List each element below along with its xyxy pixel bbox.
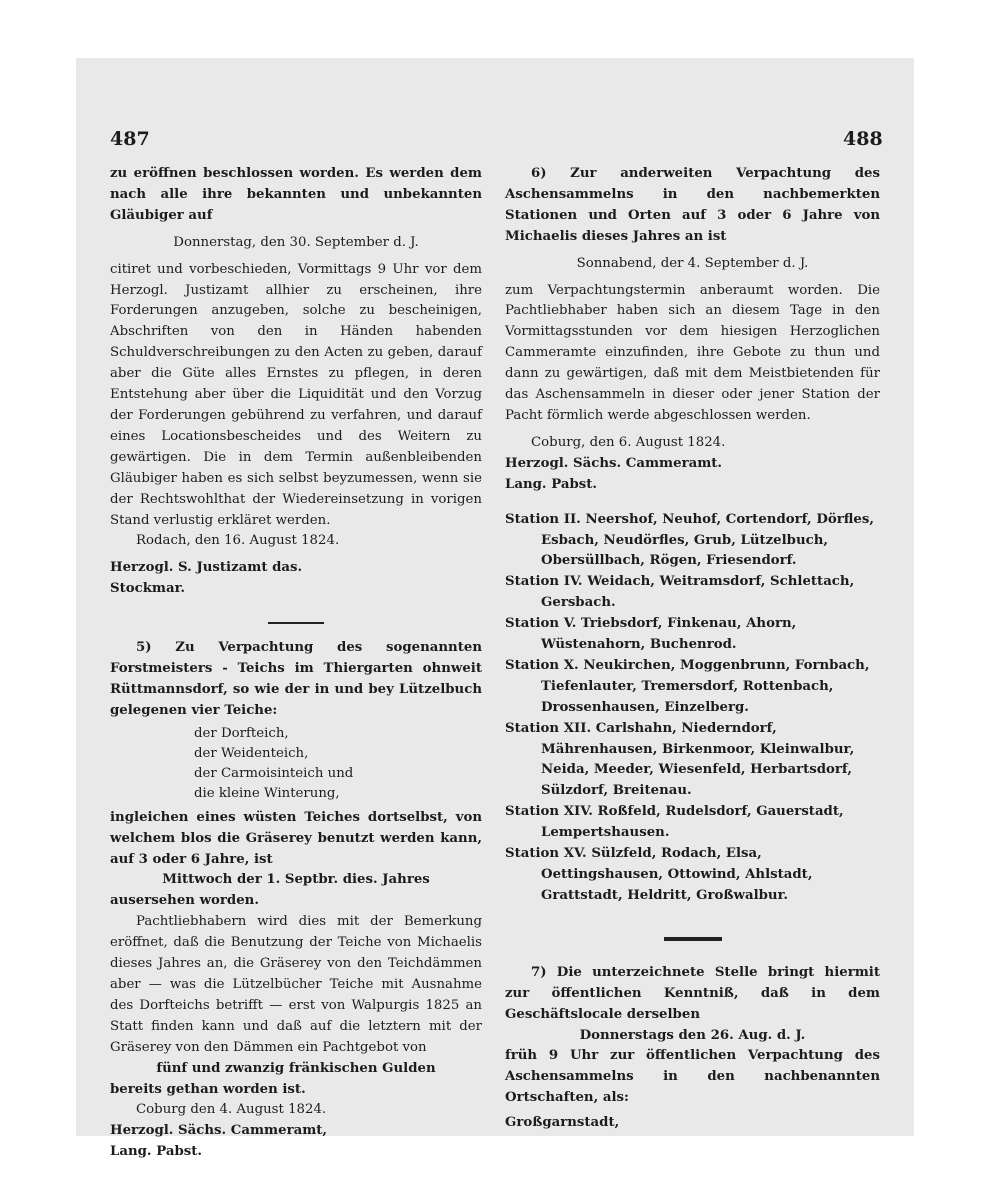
section-divider [268,622,324,624]
station-item [505,802,880,844]
left-place-date-2: Coburg den 4. August 1824. [136,1102,327,1118]
right-paragraph-4: früh 9 Uhr zur öffentlichen Verpachtung des Aschensammelns in den nachbenannten Ortschaften, als: [505,1048,880,1106]
right-paragraph-2: zum Verpachtungstermin anberaumt worden. Die Pachtliebhaber haben sich an diesem Tage in den Vormittagsstunden vor dem hiesigen Herzoglichen Cammeramte einzufinden, ihre Gebote zu thun und dann zu gewärtigen, daß mit dem Meistbietenden für das Aschensammeln in dieser oder jener Station der Pacht förmlich werde abgeschlossen werden. [505,282,880,423]
left-date-1: Donnerstag, den 30. September d. J. [173,234,419,250]
station-label: Station V. [505,616,577,632]
pond-item: die kleine Winterung, [194,785,340,801]
right-notice-7: 7) Die unterzeichnete Stelle bringt hiermit zur öffentlichen Kenntniß, daß in dem Geschäftslocale derselben [505,964,880,1022]
station-places: Neukirchen, Moggenbrunn, Fornbach, Tiefenlauter, Tremersdorf, Rottenbach, Drossenhausen, Einzelberg. [541,657,870,715]
pond-item: der Dorfteich, [194,725,289,741]
right-date-2: Donnerstags den 26. Aug. d. J. [579,1027,806,1043]
station-item [505,510,880,573]
station-places: Sülzfeld, Rodach, Elsa, Oettingshausen, Ottowind, Ahlstadt, Grattstadt, Heldritt, Großwalbur. [541,846,813,903]
station-places: Carlshahn, Niederndorf, Mährenhausen, Birkenmoor, Kleinwalbur, Neida, Meeder, Wiesenfeld, Herbartsdorf, Sülzdorf, Breitenau. [541,720,855,799]
station-item [505,844,880,907]
left-place-date-1: Rodach, den 16. August 1824. [136,533,340,549]
left-sum: fünf und zwanzig fränkischen Gulden [156,1060,436,1076]
right-column [505,164,880,1134]
left-paragraph-7: bereits gethan worden ist. [110,1081,306,1097]
station-label: Station II. [505,511,581,527]
section-divider [664,937,722,941]
right-page-number: 488 [843,128,883,150]
right-date-1: Sonnabend, der 4. September d. J. [576,255,809,271]
station-label: Station XIV. [505,804,593,820]
right-last-place: Großgarnstadt, [505,1115,620,1131]
left-signature-2-names: Lang. Pabst. [110,1144,203,1160]
station-item [505,614,880,656]
station-places: Weidach, Weitramsdorf, Schlettach, Gersbach. [541,574,855,611]
left-paragraph-5: ausersehen worden. [110,893,259,909]
station-label: Station X. [505,657,579,673]
left-date-2: Mittwoch der 1. Septbr. dies. Jahres [162,872,430,888]
station-list [505,510,880,907]
left-paragraph-2: citiret und vorbeschieden, Vormittags 9 Uhr vor dem Herzogl. Justizamt allhier zu erscheinen, ihre Forderungen anzugeben, solche zu bescheinigen, Abschriften von den in Händen habenden Schuldverschreibungen zu den Acten zu geben, darauf aber die Güte alles Ernstes zu pflegen, in deren Entstehung aber über die Liquidität und den Vorzug der Forderungen gebührend zu verfahren, und darauf eines Locationsbescheides und des Weitern zu gewärtigen. Die in dem Termin außenbleibenden Gläubiger haben es sich selbst beyzumessen, wenn sie der Rechtswohlthat der Wiedereinsetzung in vorigen Stand verlustig erkläret werden. [110,261,482,528]
left-signature-2: Herzogl. Sächs. Cammeramt, [110,1123,328,1139]
left-paragraph-4: ingleichen eines wüsten Teiches dortselbst, von welchem blos die Gräserey benutzt werden kann, auf 3 oder 6 Jahre, ist [110,809,482,867]
station-places: Triebsdorf, Finkenau, Ahorn, Wüstenahorn, Buchenrod. [541,616,797,653]
pond-item: der Weidenteich, [194,745,309,761]
right-place-date-1: Coburg, den 6. August 1824. [531,434,726,450]
left-page-number: 487 [110,128,150,150]
left-signature-1-name: Stockmar. [110,581,186,597]
left-paragraph-6: Pachtliebhabern wird dies mit der Bemerkung eröffnet, daß die Benutzung der Teiche von Michaelis dieses Jahres an, die Gräserey von den Teichdämmen aber — was die Lützelbücher Teiche mit Ausnahme des Dorfteichs betrifft — erst von Walpurgis 1825 an Statt finden kann und daß auf die letztern mit der Gräserey von den Dämmen ein Pachtgebot von [110,914,482,1055]
right-signature-1: Herzogl. Sächs. Cammeramt. [505,455,723,471]
left-signature-1: Herzogl. S. Justizamt das. [110,560,303,576]
station-item [505,719,880,803]
right-notice-6: 6) Zur anderweiten Verpachtung des Aschensammelns in den nachbemerkten Stationen und Orten auf 3 oder 6 Jahre von Michaelis dieses Jahres an ist [505,166,880,244]
left-paragraph-1: zu eröffnen beschlossen worden. Es werden dem nach alle ihre bekannten und unbekannten Gläubiger auf [110,166,482,223]
right-signature-1-names: Lang. Pabst. [505,476,598,492]
pond-item: der Carmoisinteich und [194,765,354,781]
pond-list [194,724,482,804]
station-item [505,656,880,719]
station-item [505,572,880,614]
left-notice-5: 5) Zu Verpachtung des sogenannten Forstmeisters - Teichs im Thiergarten ohnweit Rüttmannsdorf, so wie der in und bey Lützelbuch gelegenen vier Teiche: [110,640,482,718]
station-places: Roßfeld, Rudelsdorf, Gauerstadt, Lempertshausen. [541,804,844,841]
station-places: Neershof, Neuhof, Cortendorf, Dörfles, Esbach, Neudörfles, Grub, Lützelbuch, Obersüllbach, Rögen, Friesendorf. [541,511,874,569]
station-label: Station IV. [505,574,583,590]
left-column [110,164,482,1163]
station-label: Station XV. [505,846,587,862]
station-label: Station XII. [505,720,592,736]
